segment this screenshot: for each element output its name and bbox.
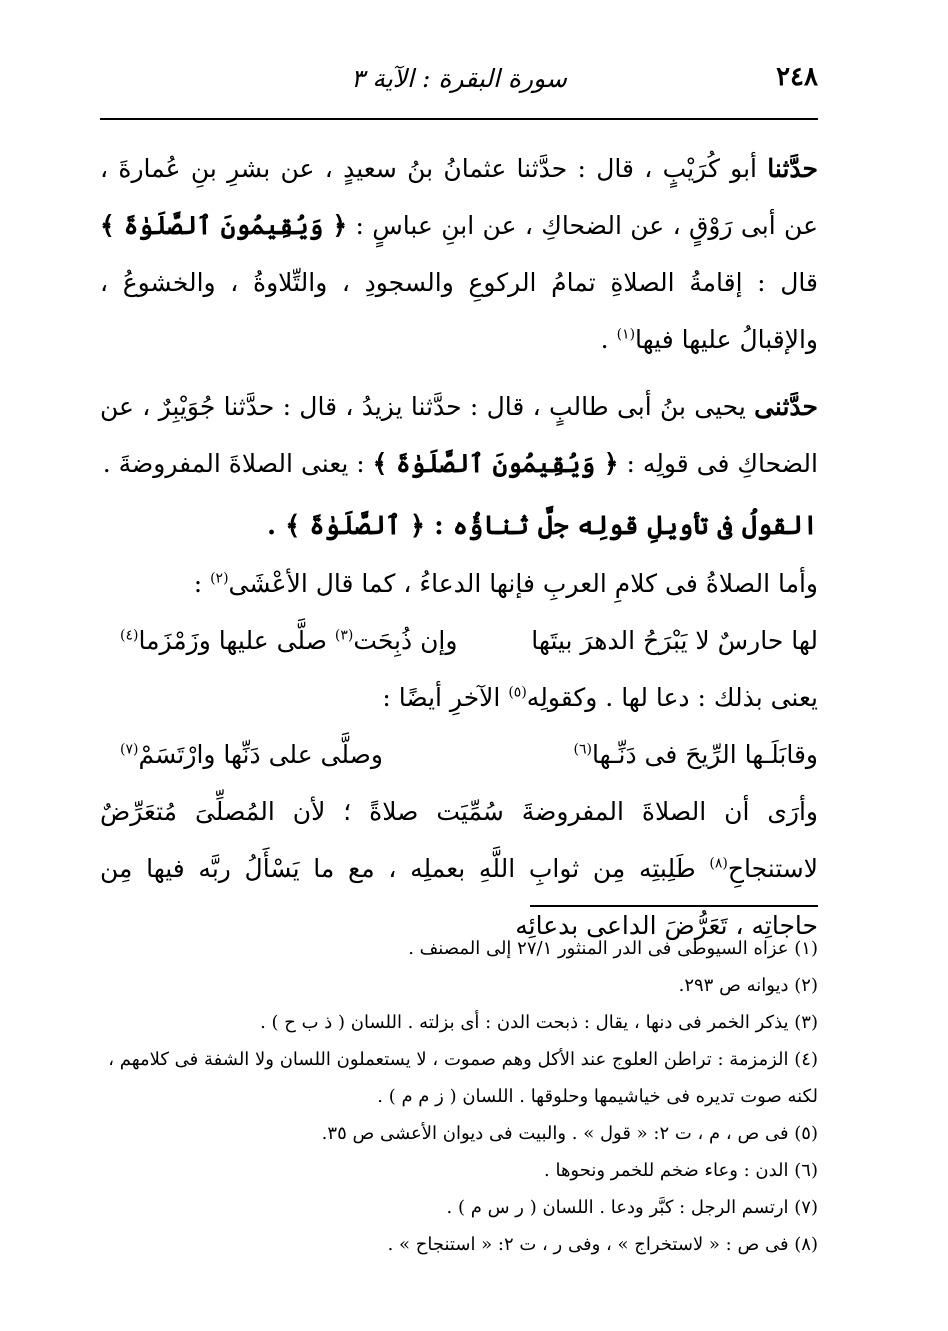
footnote-4: (٤) الزمزمة : تراطن العلوج عند الأكل وهم صموت ، لا يستعملون اللسان ولا الشفة فى كلامهم ، لكنه صوت تديره فى خياشيمها وحلوقها . اللسان ( ز م م ) . [108, 1049, 818, 1107]
footnote-ref-1[interactable]: (١) [616, 326, 636, 343]
section-heading [100, 498, 818, 555]
hemistich-first [574, 726, 818, 783]
footnote-ref-8[interactable]: (٨) [709, 855, 728, 872]
quran-quote: ﴿ ٱلصَّلَوٰةَ ﴾ [285, 511, 426, 541]
main-text [100, 140, 818, 954]
footnote-divider [530, 905, 818, 907]
hemistich-second [120, 612, 457, 669]
header-divider [100, 118, 818, 120]
footnote-ref-7[interactable]: (٧) [120, 741, 139, 758]
running-title: سورة البقرة : الآية ٣ [351, 64, 567, 93]
paragraph-text: طَلِبتِه مِن ثوابِ اللَّهِ بعملِه ، مع ما يَسْأَلُ ربَّه فيها مِن حاجاتِه ، تَعَرُّضَ الداعى بدعائِه [100, 854, 818, 940]
footnote-ref-2[interactable]: (٢) [210, 570, 229, 587]
hemistich-text: صلَّى عليها وزَمْزَما [138, 626, 335, 655]
paragraph-2 [100, 378, 818, 492]
paragraph-end: . [600, 325, 617, 354]
quran-quote: ﴿ وَيُقِيمُونَ ٱلصَّلَوٰةَ ﴾ [100, 211, 348, 240]
paragraph-text: الآخرِ أيضًا : [382, 683, 509, 712]
paragraph-text: وأما الصلاةُ فى كلامِ العربِ فإنها الدعاءُ ، كما قال الأعْشَى [228, 569, 818, 598]
poetry-verse-1 [100, 612, 818, 669]
footnote-8: (٨) فى ص : « لاستخراج » ، وفى ر ، ت ٢: « استنجاح » . [387, 1234, 818, 1255]
book-page [100, 0, 818, 1331]
paragraph-text: : يعنى الصلاةَ المفروضةَ . [102, 449, 373, 478]
paragraph-3 [100, 555, 818, 612]
footnote-1: (١) عزاه السيوطى فى الدر المنثور ٢٧/١ إلى المصنف . [408, 938, 818, 959]
spacer [100, 368, 818, 378]
isnad-lead: حدَّثنى [754, 392, 818, 421]
footnote-2: (٢) ديوانه ص ٢٩٣. [678, 975, 818, 996]
footnote-ref-4[interactable]: (٤) [120, 627, 139, 644]
paragraph-end: : [193, 569, 211, 598]
quran-quote: ﴿ وَيُقِيمُونَ ٱلصَّلَوٰةَ ﴾ [372, 449, 619, 478]
footnote-ref-5[interactable]: (٥) [508, 684, 527, 701]
hemistich-text: وصلَّى على دَنِّها وارْتَسَمْ [138, 740, 383, 769]
footnote-7: (٧) ارتسم الرجل : كبَّر ودعا . اللسان ( ر س م ) . [446, 1197, 818, 1218]
poetry-verse-2 [100, 726, 818, 783]
paragraph-1 [100, 140, 818, 368]
paragraph-text: قال : إقامةُ الصلاةِ تمامُ الركوعِ والسجودِ ، والتِّلاوةُ ، والخشوعُ ، والإقبالُ عليها فيها [100, 268, 818, 354]
footnote-ref-6[interactable]: (٦) [573, 741, 593, 758]
hemistich-second [120, 726, 383, 783]
paragraph-text: وأرَى أن الصلاةَ المفروضةَ سُمِّيَت صلاةً ؛ لأن المُصلِّىَ مُتعَرِّضٌ لاستنجاحِ [100, 797, 818, 883]
hemistich-first: لها حارسٌ لا يَبْرَحُ الدهرَ بيتَها [531, 626, 818, 655]
footnote-3: (٣) يذكر الخمر فى دنها ، يقال : ذبحت الدن : أى بزلته . اللسان ( ذ ب ح ) . [260, 1012, 818, 1033]
paragraph-4 [100, 669, 818, 726]
hemistich-text: وقابَلَـها الرِّيحَ فى دَنِّـها [592, 740, 818, 769]
isnad-lead: حدَّثنا [767, 154, 818, 183]
heading-text: القولُ فى تأويلِ قولِه جلَّ ثناؤُه : [425, 511, 818, 541]
paragraph-text: يحيى بنُ أبى طالبٍ ، قال : حدَّثنا يزيدُ ، قال : حدَّثنا جُوَيْبِرٌ ، عن الضحاكِ فى قولِه : [100, 392, 818, 478]
paragraph-5 [100, 783, 818, 954]
heading-end: . [267, 511, 286, 541]
footnote-5: (٥) فى ص ، م ، ت ٢: « قول » . والبيت فى ديوان الأعشى ص ٣٥. [321, 1123, 818, 1144]
footnote-6: (٦) الدن : وعاء ضخم للخمر ونحوها . [544, 1160, 818, 1181]
footnotes [100, 930, 818, 1263]
hemistich-text: وإن ذُبِحَت [353, 626, 458, 655]
page-header [100, 62, 818, 102]
page-number: ٢٤٨ [776, 62, 818, 92]
paragraph-text: يعنى بذلك : دعا لها . وكقولِه [526, 683, 818, 712]
paragraph-text: أبو كُرَيْبٍ ، قال : حدَّثنا عثمانُ بنُ سعيدٍ ، عن بشرِ بنِ عُمارةَ ، عن أبى رَوْقٍ ، عن الضحاكِ ، عن ابنِ عباسٍ : [100, 154, 818, 240]
footnote-ref-3[interactable]: (٣) [334, 627, 354, 644]
